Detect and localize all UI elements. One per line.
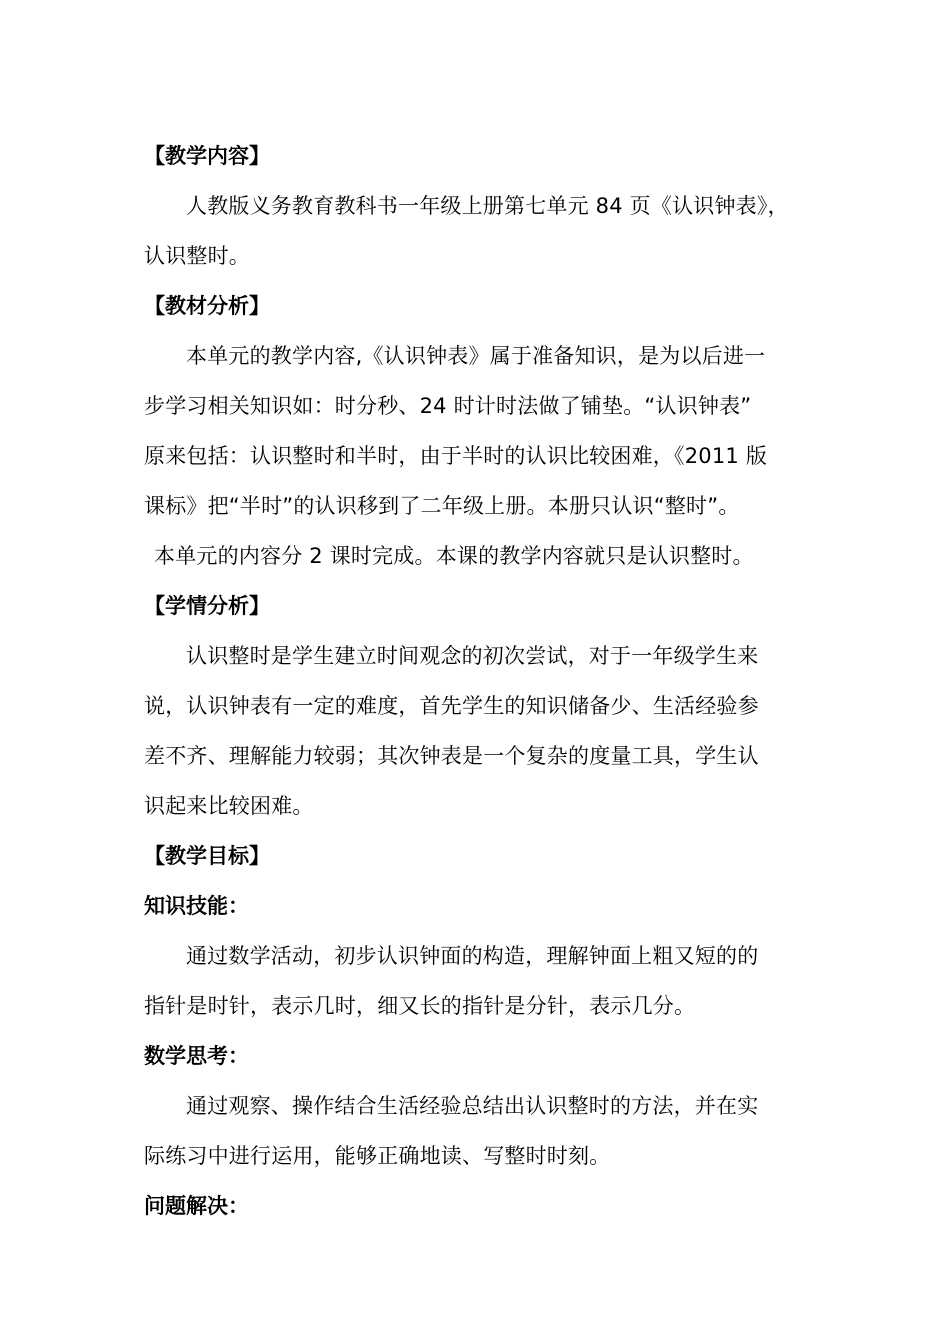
text-line: 步学习相关知识如：时分秒、24 时计时法做了铺垫。“认识钟表” xyxy=(144,394,752,418)
text-line: 人教版义务教育教科书一年级上册第七单元 84 页《认识钟表》， xyxy=(186,194,789,218)
text-line: 识起来比较困难。 xyxy=(144,794,314,818)
text-line: 原来包括：认识整时和半时，由于半时的认识比较困难，《2011 版 xyxy=(144,444,768,468)
paragraph-material-analysis xyxy=(144,331,810,581)
paragraph-knowledge-skills xyxy=(144,931,810,1031)
text-line: 本单元的教学内容,《认识钟表》属于准备知识，是为以后进一 xyxy=(186,344,766,368)
section-heading-material-analysis: 【教材分析】 xyxy=(144,294,270,318)
section-heading-student-analysis: 【学情分析】 xyxy=(144,594,270,618)
paragraph-math-thinking xyxy=(144,1081,810,1181)
subheading-knowledge-skills: 知识技能： xyxy=(144,894,249,918)
text-line: 差不齐、理解能力较弱；其次钟表是一个复杂的度量工具，学生认 xyxy=(144,744,759,768)
text-line: 通过观察、操作结合生活经验总结出认识整时的方法，并在实 xyxy=(186,1094,759,1118)
section-heading-teaching-goals: 【教学目标】 xyxy=(144,844,270,868)
text-line: 课标》把“半时”的认识移到了二年级上册。本册只认识“整时”。 xyxy=(144,494,740,518)
text-line: 认识整时。 xyxy=(144,244,250,268)
text-line: 指针是时针，表示几时，细又长的指针是分针，表示几分。 xyxy=(144,994,696,1018)
paragraph-teaching-content xyxy=(144,181,810,281)
subheading-problem-solving: 问题解决： xyxy=(144,1194,249,1218)
section-heading-teaching-content: 【教学内容】 xyxy=(144,144,270,168)
text-line: 认识整时是学生建立时间观念的初次尝试，对于一年级学生来 xyxy=(186,644,759,668)
text-line: 本单元的内容分 2 课时完成。本课的教学内容就只是认识整时。 xyxy=(154,544,754,568)
text-line: 通过数学活动，初步认识钟面的构造，理解钟面上粗又短的的 xyxy=(186,944,759,968)
text-line: 说，认识钟表有一定的难度，首先学生的知识储备少、生活经验参 xyxy=(144,694,759,718)
paragraph-student-analysis xyxy=(144,631,810,831)
text-line: 际练习中进行运用，能够正确地读、写整时时刻。 xyxy=(144,1144,611,1168)
subheading-math-thinking: 数学思考： xyxy=(144,1044,249,1068)
